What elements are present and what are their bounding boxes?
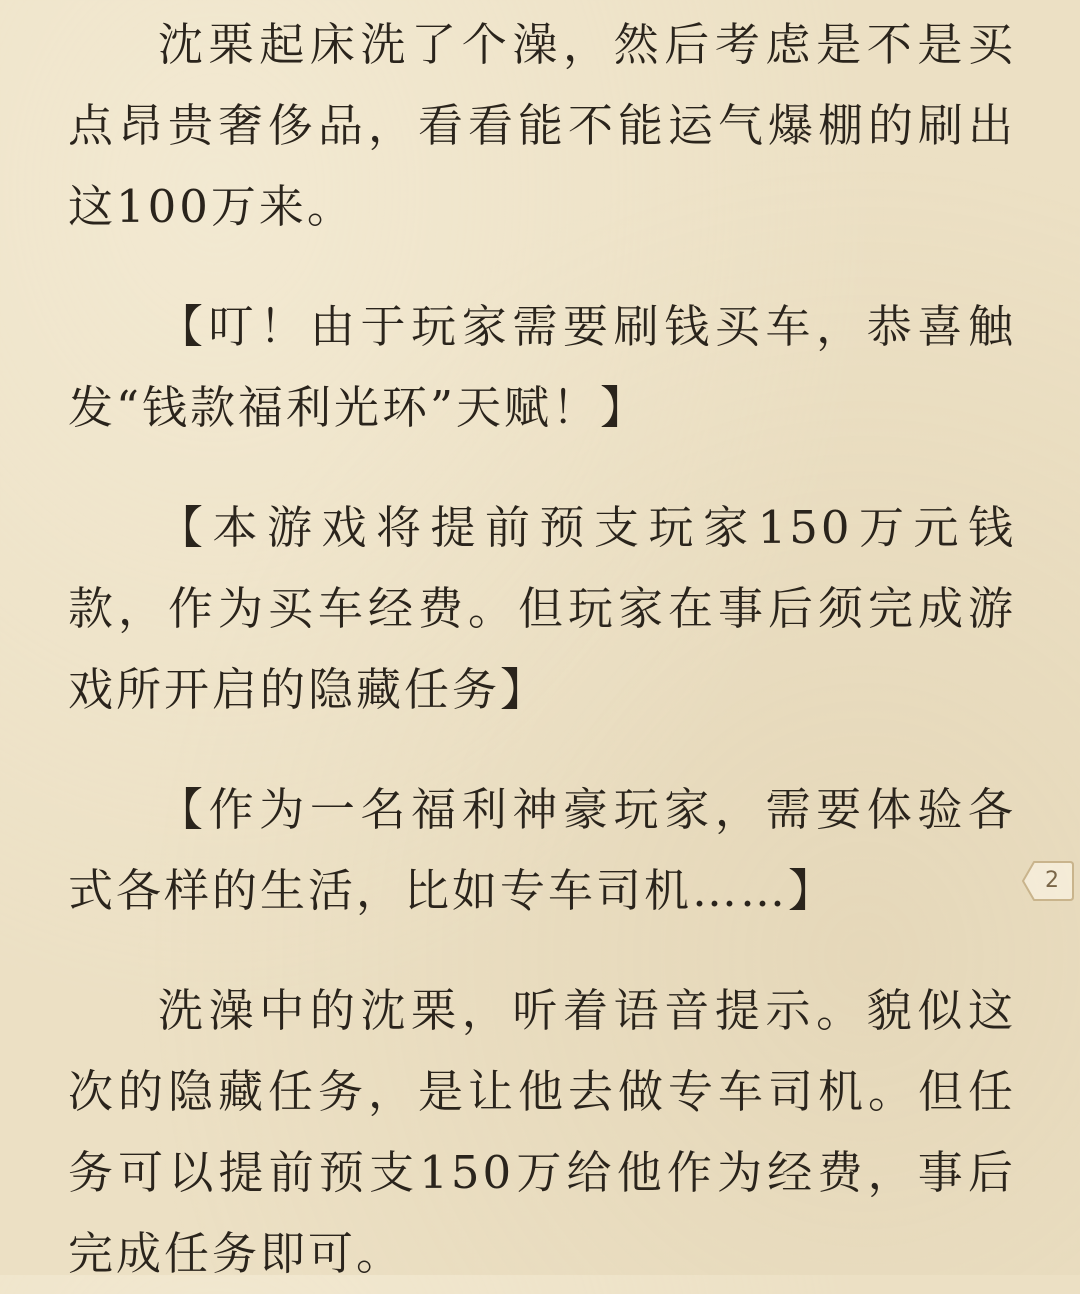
paragraph-5: 洗澡中的沈栗，听着语音提示。貌似这次的隐藏任务，是让他去做专车司机。但任务可以提前预支150万给他作为经费，事后完成任务即可。 [68, 984, 1016, 1280]
paragraph-2: 【叮！由于玩家需要刷钱买车，恭喜触发“钱款福利光环”天赋！】 [68, 300, 1016, 434]
reader-page [68, 0, 1016, 1280]
paragraph-comment-button[interactable] [1020, 858, 1074, 904]
paragraph-3: 【本游戏将提前预支玩家150万元钱款，作为买车经费。但玩家在事后须完成游戏所开启的隐藏任务】 [68, 501, 1016, 716]
paragraph-4: 【作为一名福利神豪玩家，需要体验各式各样的生活，比如专车司机……】 [68, 783, 1016, 917]
comment-count: 2 [1045, 868, 1059, 893]
paragraph-1: 沈栗起床洗了个澡，然后考虑是不是买点昂贵奢侈品，看看能不能运气爆棚的刷出这100万来。 [68, 18, 1016, 233]
